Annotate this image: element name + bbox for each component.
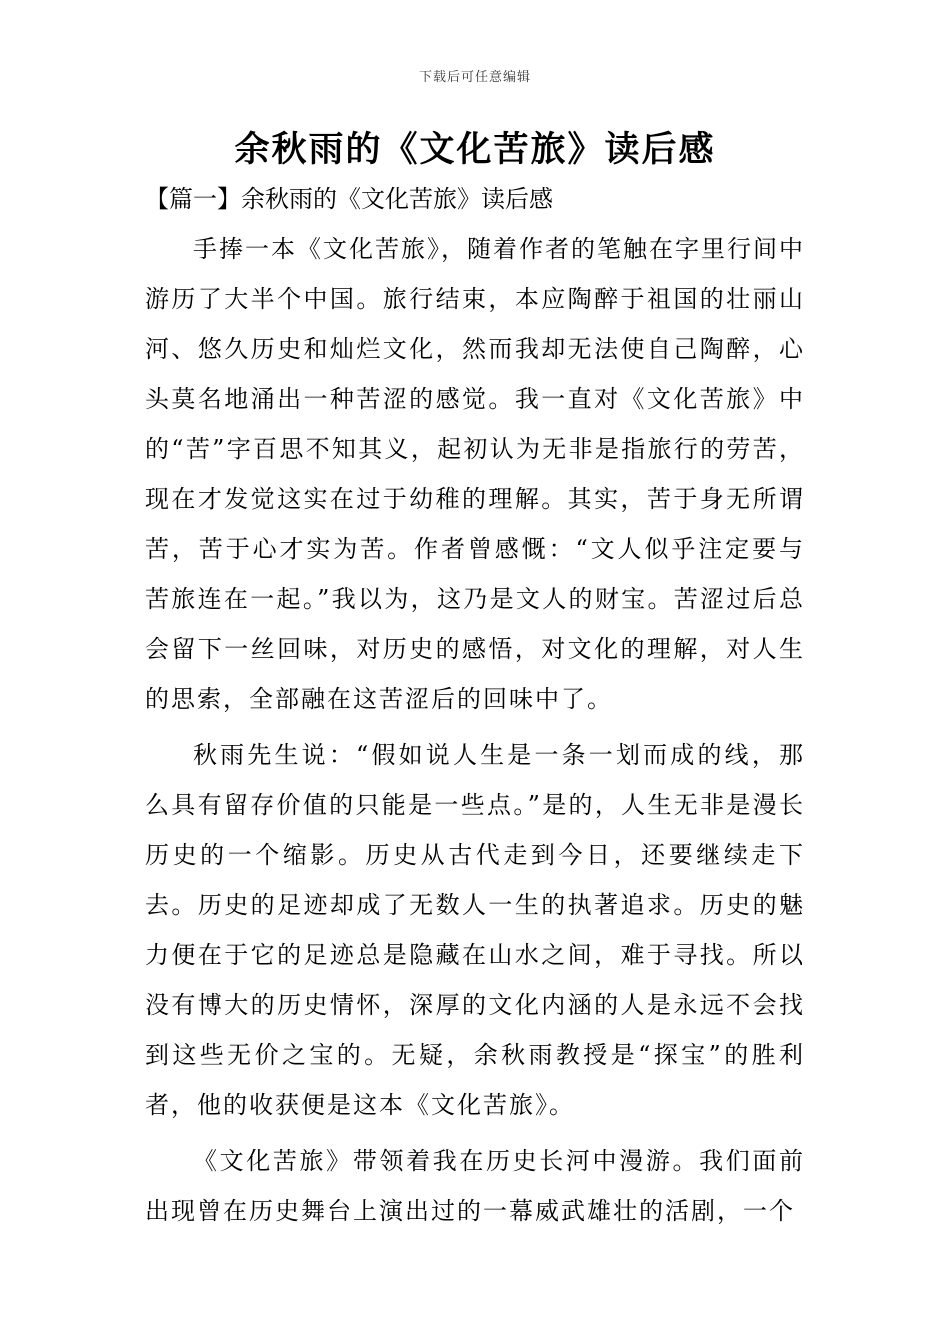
body-text	[145, 224, 805, 1236]
paragraph-3: 《文化苦旅》带领着我在历史长河中漫游。我们面前出现曾在历史舞台上演出过的一幕威武雄壮的活剧，一个	[145, 1147, 805, 1225]
document-title: 余秋雨的《文化苦旅》读后感	[234, 129, 716, 170]
paragraph-1: 手捧一本《文化苦旅》，随着作者的笔触在字里行间中游历了大半个中国。旅行结束，本应陶醉于祖国的壮丽山河、悠久历史和灿烂文化，然而我却无法使自己陶醉，心头莫名地涌出一种苦涩的感觉。我一直对《文化苦旅》中的“苦”字百思不知其义，起初认为无非是指旅行的劳苦，现在才发觉这实在过于幼稚的理解。其实，苦于身无所谓苦，苦于心才实为苦。作者曾感慨：“文人似乎注定要与苦旅连在一起。”我以为，这乃是文人的财宝。苦涩过后总会留下一丝回味，对历史的感悟，对文化的理解，对人生的思索，全部融在这苦涩后的回味中了。	[145, 235, 805, 713]
paragraph-2: 秋雨先生说：“假如说人生是一条一划而成的线，那么具有留存价值的只能是一些点。”是的，人生无非是漫长历史的一个缩影。历史从古代走到今日，还要继续走下去。历史的足迹却成了无数人一生的执著追求。历史的魅力便在于它的足迹总是隐藏在山水之间，难于寻找。所以没有博大的历史情怀，深厚的文化内涵的人是永远不会找到这些无价之宝的。无疑，余秋雨教授是“探宝”的胜利者，他的收获便是这本《文化苦旅》。	[145, 741, 805, 1119]
section-heading: 【篇一】余秋雨的《文化苦旅》读后感	[145, 185, 553, 213]
header-note: 下载后可任意编辑	[418, 70, 531, 85]
